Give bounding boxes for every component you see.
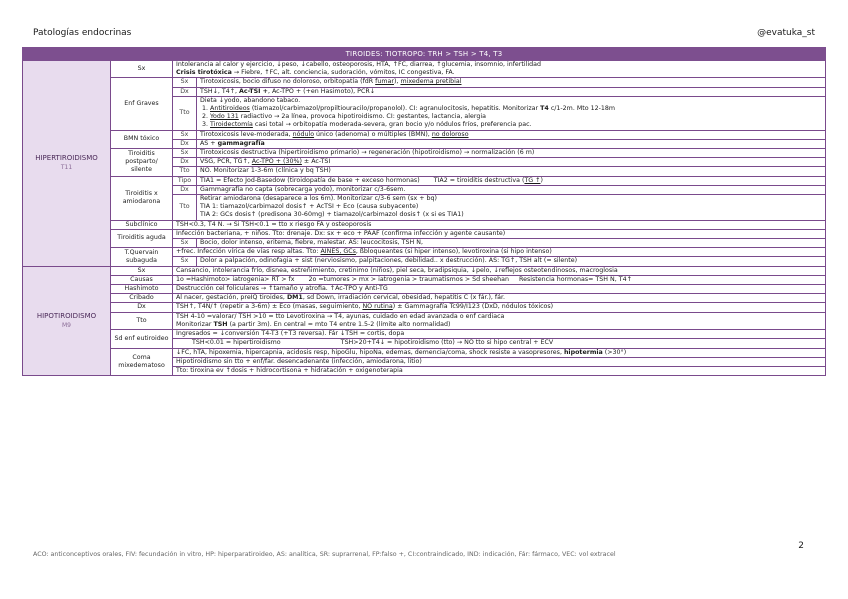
cribado-rest: , sd Down, irradiación cervical, obesidad, hepatitis C (x fár.), fár. (302, 294, 506, 302)
tag-tto: Tto (173, 96, 197, 130)
row-label-coma: Coma mixedematoso (111, 348, 173, 376)
tag-sx: Sx (173, 149, 197, 158)
bmn-dx-bold: gammagrafía (217, 139, 265, 147)
graves-tto-item-3 (200, 121, 822, 129)
coma-hipotermia: hipotermia (563, 348, 603, 356)
quervain-text-a: +frec. Infección vírica de vías resp altas. Tto: (176, 248, 321, 256)
hipo-sx: Cansancio, intolerancia frío, disnea, estreñimiento, cretinimo (niños), piel seca, bradipsiquia, ↓pelo, ↓reflejos osteotendinosos, macroglosia (173, 266, 826, 275)
section-hipotiroidismo (23, 266, 111, 375)
coma-line1-rest: (>30°) (602, 348, 627, 356)
postparto-dx-text: VSG, PCR, TG↑, (200, 158, 252, 166)
graves-tto-1-rest: c/1-2m. Mto 12-18m (548, 105, 616, 113)
graves-dx-bold: Ac-TSI + (239, 87, 268, 95)
hipo-dx-text: TSH↑, T4N/↑ (repetir a 3-6m) ± Eco (masas, seguimiento, (176, 303, 363, 311)
amiodarona-tto (197, 195, 826, 221)
cribado-dm1: DM1 (286, 294, 303, 302)
row-label-causas: Causas (111, 275, 173, 284)
eutiroideo-hiper: TSH<0.01 = hipertiroidismo (192, 339, 281, 347)
cribado-text: Al nacer, gestación, preIQ tiroides, (176, 294, 287, 302)
table-row (23, 78, 826, 87)
hiper-sx-line1: Intolerancia al calor y ejercicio, ↓peso, ↓cabello, osteoporosis, HTA, ↑FC, diarrea, ↑glucemia, insomnio, infertilidad (176, 61, 541, 68)
table-banner: TIROIDES: TIOTROPO: TRH > TSH > T4, T3 (23, 48, 826, 61)
tag-dx: Dx (173, 139, 197, 148)
hipo-dx (173, 303, 826, 312)
graves-dx (197, 87, 826, 96)
tag-dx: Dx (173, 185, 197, 194)
page-number: 2 (798, 541, 804, 551)
hipo-tto-2 (176, 321, 822, 329)
amiodarona-tto-3: TIA 2: GCs dosis↑ (predisona 30-60mg) + tiamazol/carbimazol dosis↑ (x si es TIA1) (200, 211, 464, 219)
crisis-tirotoxica-label: Crisis tirotóxica (176, 69, 232, 77)
section-code: M9 (62, 321, 71, 329)
quervain-sx: Dolor a palpación, odinofagia + sist (nerviosismo, palpitaciones, debilidad.. x destrucción). AS: TG↑, TSH alt (= silente) (197, 257, 826, 266)
tag-dx: Dx (173, 87, 197, 96)
row-label-sx: Sx (111, 61, 173, 78)
table-row (23, 149, 826, 158)
row-label-dx: Dx (111, 303, 173, 312)
table-banner-row (23, 48, 826, 61)
postparto-sx: Tirotoxicosis destructiva (hipertiroidismo primario) → regeneración (hipotiroidismo) → normalización (6 m) (197, 149, 826, 158)
tag-tipo: Tipo (173, 176, 197, 185)
graves-tto-3-text: casi total → orbitopatía moderada-severa, gran bocio y/o nódulos fríos, preferencia pac. (252, 121, 532, 129)
graves-sx-mixedema: mixedema pretibial (400, 78, 462, 86)
row-label-eutiroideo: Sd enf eutiroideo (111, 330, 173, 348)
graves-tto-1-text: (tiamazol/carbimazol/propiltiouracilo/propanolol). CI: agranulocitosis, hepatitis. Monitorizar (249, 105, 541, 113)
graves-tto-item-1 (200, 105, 822, 113)
table-row (23, 294, 826, 303)
table-row (23, 330, 826, 339)
crisis-tirotoxica-text: → Fiebre, ↑FC, alt. conciencia, sudoración, vómitos, IC congestiva, FA. (231, 69, 455, 77)
amiodarona-tipo (197, 176, 826, 185)
hipo-tto-2-c: (a partir 3m). En central = mto T4 entre 1.5-2 (límite alto normalidad) (227, 320, 451, 328)
tag-sx: Sx (173, 78, 197, 87)
bmn-sx (197, 130, 826, 139)
causas-resistencia: Resistencia hormonas= TSH N, T4↑ (519, 275, 632, 283)
eutiroideo-line1: Ingresados = ↓conversión T4-T3 (+T3 reversa). Fár ↓TSH = cortis, dopa (173, 330, 826, 339)
table-row (23, 248, 826, 257)
causas-primarias: 1o =Hashimoto> iatrogenia> RT > fx (176, 275, 295, 283)
aguda-sx: Bocio, dolor intenso, eritema, fiebre, malestar. AS: leucocitosis, TSH N, (197, 239, 826, 248)
table-row (23, 312, 826, 329)
amiodarona-dx: Gammagrafía no capta (sobrecarga yodo), monitorizar c/3-6sem. (197, 185, 826, 194)
aguda-text: Infección bacteriana, + niños. Tto: drenaje. Dx: sx + eco + PAAF (confirma infección y agente causante) (173, 229, 826, 238)
postparto-dx (197, 158, 826, 167)
row-label-bmn: BMN tóxico (111, 130, 173, 148)
coma-line2: Hipotiroidismo sin tto + enf/far. desencadenante (infección, amiodarona, litio) (173, 357, 826, 366)
antitiroideos-label: Antitiroideos (210, 105, 250, 113)
graves-sx-fumar: fumar (375, 78, 394, 86)
hipo-tto-2-tsh: TSH (213, 320, 228, 328)
graves-sx (197, 78, 826, 87)
table-row (23, 266, 826, 275)
postparto-dx-tpo: Ac-TPO + (30%) (251, 158, 302, 166)
table-row (23, 220, 826, 229)
thyroid-table-wrapper (22, 47, 826, 376)
thyroid-table (22, 47, 826, 376)
table-row (23, 130, 826, 139)
table-row (23, 176, 826, 185)
row-label-graves: Enf Graves (111, 78, 173, 130)
tag-tto: Tto (173, 167, 197, 176)
amiodarona-tto-2: TIA 1: tiamazol/carbimazol dosis↑ + AcTSI + Eco (causa subyacente) (200, 203, 419, 211)
graves-sx-sep: ), (393, 78, 401, 86)
causas-secundarias: 2o =tumores > mx > iatrogenia > traumatismos > Sd sheehan (308, 275, 510, 283)
section-label: HIPERTIROIDISMO (35, 154, 98, 163)
tag-dx: Dx (173, 158, 197, 167)
graves-tto-2-text: radiactivo → 2a línea, provoca hipotiroidismo. CI: gestantes, lactancia, alergia (238, 113, 486, 121)
amiodarona-tto-1: Retirar amiodarona (desaparece a los 6m). Monitorizar c/3-6 sem (sx + bq) (200, 195, 437, 203)
tag-tto: Tto (173, 195, 197, 221)
bmn-dx (197, 139, 826, 148)
section-label: HIPOTIROIDISMO (36, 311, 97, 320)
author-handle: @evatuka_st (757, 28, 815, 38)
list-number: 1. (202, 105, 209, 113)
row-label-postparto: Tiroiditis postparto/ silente (111, 149, 173, 177)
hiper-sx-cell (173, 61, 826, 78)
hipo-tto (173, 312, 826, 329)
tiroidectomia-label: Tiroidectomía (210, 121, 253, 129)
footnote-abbreviations: ACO: anticonceptivos orales, FIV: fecundación in vitro, HP: hiperparatiroideo, AS: analítica, SR: suprarrenal, FP:falso +, CI:contraindicado, IND: indicación, Fár: fármaco, VEC: vol extracel (33, 551, 616, 558)
graves-dx-text: TSH↓, T4↑, (200, 87, 239, 95)
quervain-text-b: , ßbloqueantes (si hiper intenso), levotiroxina (si hipo intenso) (355, 248, 552, 256)
graves-tto (197, 96, 826, 130)
section-hipertiroidismo (23, 61, 111, 267)
coma-line1-text: ↓FC, hTA, hipoxemia, hipercapnia, acidosis resp, hipoGlu, hipoNa, edemas, demencia/coma, shock resiste a vasopresores, (176, 348, 564, 356)
bmn-nodulo: nódulo (292, 130, 315, 138)
tia2-text: TIA2 = tiroiditis destructiva ( (433, 176, 525, 184)
postparto-dx-rest: ± Ac-TSI (301, 158, 331, 166)
eutiroideo-line2 (173, 339, 826, 348)
row-label-cribado: Cribado (111, 294, 173, 303)
document-title: Patologías endocrinas (33, 28, 132, 38)
bmn-sx-mid: único (adenoma) o múltiples (BMN), (314, 130, 432, 138)
section-code: T11 (60, 164, 73, 172)
table-row (23, 229, 826, 238)
tag-sx: Sx (173, 130, 197, 139)
row-label-aguda: Tiroiditis aguda (111, 229, 173, 247)
tia1-text: TIA1 = Efecto Jod-Basedow (tiroidopatía de base + exceso hormonas) (200, 176, 420, 184)
tia2-close: ) (540, 176, 543, 184)
row-label-tto: Tto (111, 312, 173, 329)
coma-line1 (173, 348, 826, 357)
graves-sx-text: Tirotoxicosis, bocio difuso no doloroso, orbitopatía (fdR (200, 78, 376, 86)
row-label-subclinico: Subclínico (111, 220, 173, 229)
tag-sx: Sx (173, 257, 197, 266)
hipo-causas (173, 275, 826, 284)
graves-dx-rest: , Ac-TPO + (+en Hasimoto), PCR↓ (267, 87, 376, 95)
subclinico-text: TSH<0.3, T4 N. → Si TSH<0.1 = tto x riesgo FA y osteoporosis (173, 220, 826, 229)
table-row (23, 303, 826, 312)
table-row (23, 275, 826, 284)
table-row (23, 61, 826, 78)
row-label-hashimoto: Hashimoto (111, 285, 173, 294)
coma-line3: Tto: tiroxina ev ↑dosis + hidrocortisona + hidratación + oxigenoterapia (173, 366, 826, 375)
tag-sx: Sx (173, 239, 197, 248)
list-number: 2. (202, 113, 209, 121)
hipo-hashimoto: Destrucción cel foliculares → ↑tamaño y atrofia. ↑Ac-TPO y Anti-TG (173, 285, 826, 294)
row-label-amiodarona: Tiroiditis x amiodarona (111, 176, 173, 220)
hipo-dx-rest: ) ± Gammagrafía Tc99/I123 (DxD, nódulos tóxicos) (392, 303, 554, 311)
hipo-tto-1: TSH 4-10 =valorar/ TSH >10 = tto Levotiroxina → T4, ayunas, cuidado en edad avanzada o enf cardiaca (176, 312, 505, 320)
row-label-sx: Sx (111, 266, 173, 275)
eutiroideo-hipo: TSH>20+T4↓ = hipotiroidismo (tto) → NO tto si hipo central + ECV (340, 339, 554, 347)
hipo-cribado (173, 294, 826, 303)
quervain-aines: AINES, GCs (320, 248, 356, 256)
bmn-dx-text: AS + (200, 139, 218, 147)
bmn-no-doloroso: no doloroso (431, 130, 469, 138)
hipo-tto-2-a: Monitorizar (176, 320, 214, 328)
quervain-text (173, 248, 826, 257)
tia2-tg: TG ↑ (524, 176, 541, 184)
graves-tto-diet: Dieta ↓yodo, abandono tabaco. (200, 96, 301, 104)
hipo-dx-no-rutina: NO rutina (362, 303, 393, 311)
hiper-sx-line2 (176, 69, 822, 77)
postparto-tto: NO. Monitorizar 1-3-6m (clínica y bq TSH) (197, 167, 826, 176)
yodo-label: Yodo 131 (210, 113, 239, 121)
table-row (23, 348, 826, 357)
row-label-quervain: T.Quervain subaguda (111, 248, 173, 266)
list-number: 3. (202, 121, 209, 129)
bmn-sx-text: Tirotoxicosis leve-moderada, (200, 130, 293, 138)
table-row (23, 285, 826, 294)
graves-tto-1-bold: T4 (540, 105, 549, 113)
